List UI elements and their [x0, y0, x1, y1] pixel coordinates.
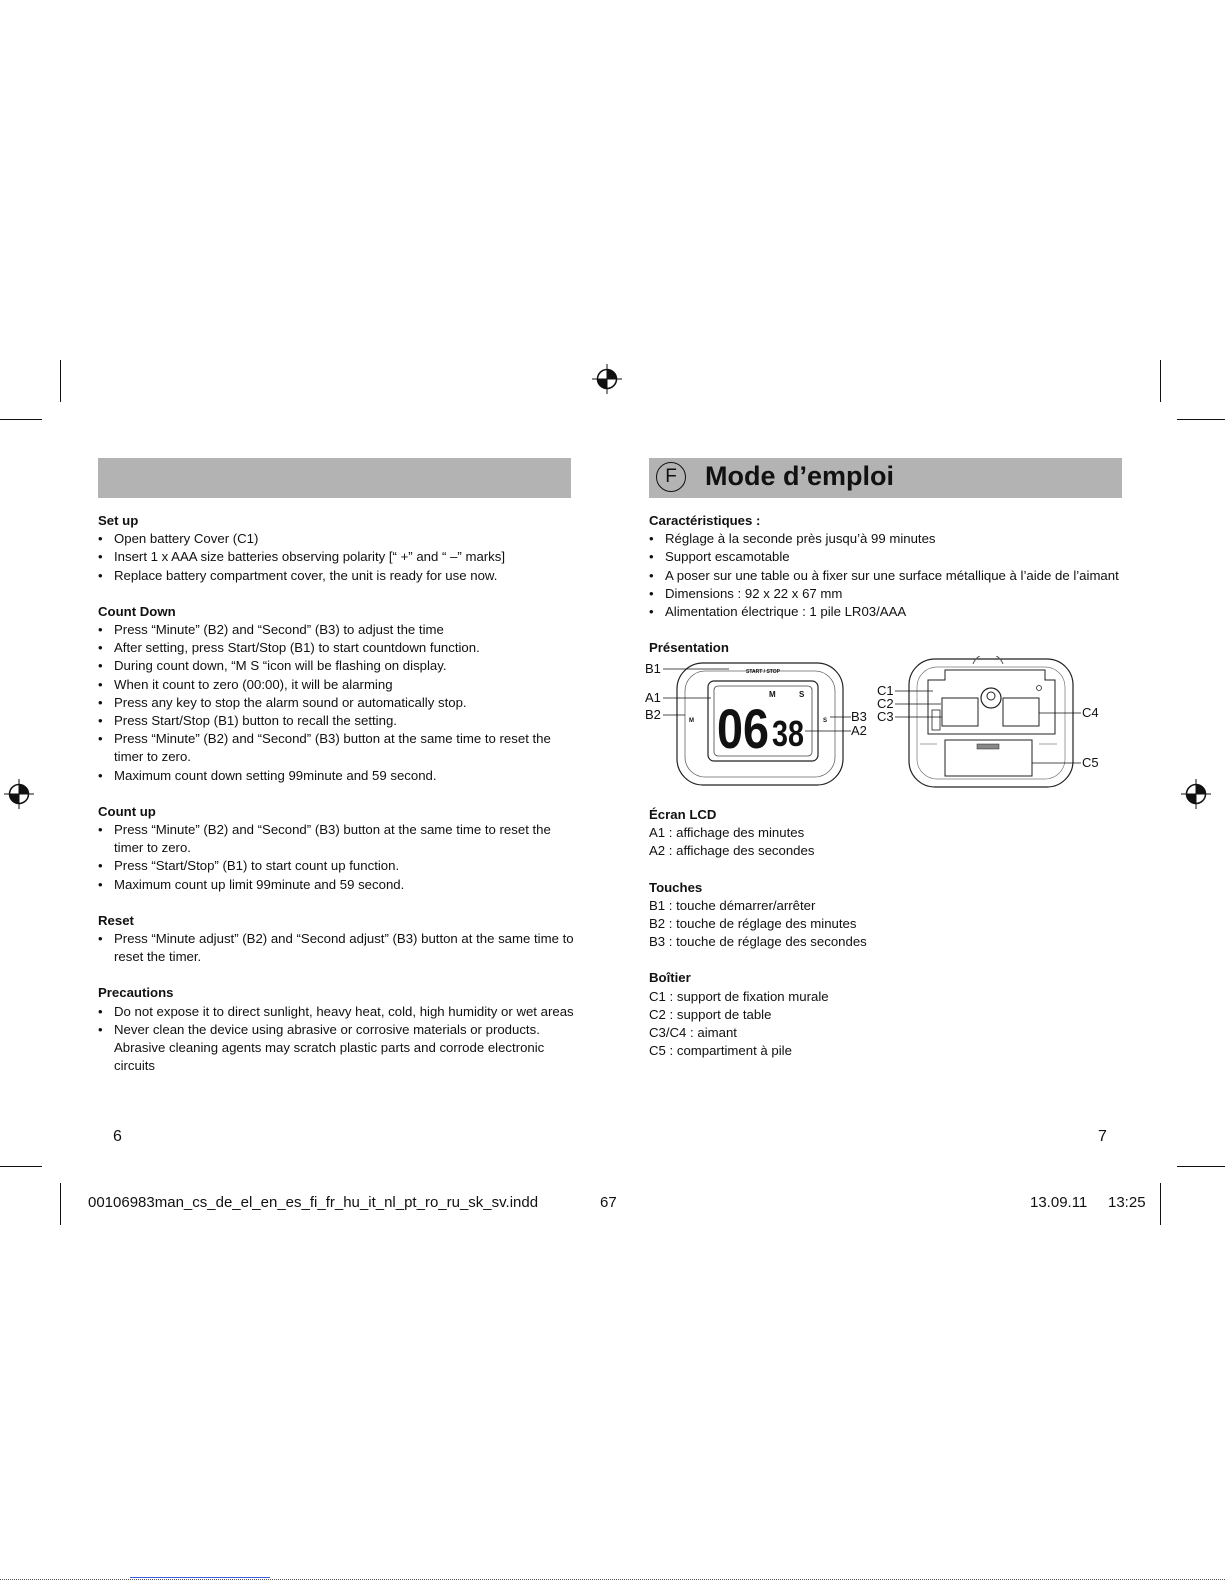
- callout-c1: C1: [877, 683, 894, 698]
- callout-c2: C2: [877, 696, 894, 711]
- lcd-m-label: M: [769, 690, 776, 699]
- list-item: • Press “Minute” (B2) and “Second” (B3) to adjust the time: [98, 621, 578, 639]
- lcd-heading: Écran LCD: [649, 807, 717, 822]
- list-item: • Replace battery compartment cover, the unit is ready for use now.: [98, 567, 578, 585]
- setup-list: [98, 530, 578, 585]
- list-item: • Maximum count down setting 99minute and 59 second.: [98, 767, 578, 785]
- left-header-bar: [98, 458, 571, 498]
- list-item: • When it count to zero (00:00), it will be alarming: [98, 676, 578, 694]
- callout-a1: A1: [645, 690, 661, 705]
- callout-a2: A2: [851, 723, 867, 738]
- page-number-left: 6: [113, 1128, 122, 1145]
- page-title: Mode d’emploi: [705, 461, 894, 491]
- callout-b2: B2: [645, 707, 661, 722]
- footer-date: 13.09.11: [1030, 1194, 1088, 1211]
- reset-heading: Reset: [98, 912, 134, 928]
- crop-mark: [1160, 1183, 1161, 1225]
- lcd-s-label: S: [799, 690, 805, 699]
- crop-mark: [1177, 419, 1225, 420]
- keys-heading: Touches: [649, 879, 703, 895]
- list-item: • Press Start/Stop (B1) button to recall the setting.: [98, 712, 578, 730]
- housing-line: C1 : support de fixation murale: [649, 988, 829, 1004]
- language-badge: F: [656, 462, 686, 492]
- list-item: • Press “Minute” (B2) and “Second” (B3) button at the same time to reset the timer to zero.: [98, 821, 578, 857]
- button-s-label: S: [823, 718, 828, 724]
- list-item: • A poser sur une table ou à fixer sur une surface métallique à l’aide de l’aimant: [649, 567, 1129, 585]
- crop-mark: [0, 1166, 42, 1167]
- registration-mark-icon: [4, 779, 34, 809]
- callout-c4: C4: [1082, 705, 1099, 720]
- list-item: • Insert 1 x AAA size batteries observing polarity [“ +” and “ –” marks]: [98, 548, 578, 566]
- list-item: • Alimentation électrique : 1 pile LR03/AAA: [649, 603, 1129, 621]
- list-item: • Open battery Cover (C1): [98, 530, 578, 548]
- countdown-list: [98, 621, 578, 785]
- list-item: • Maximum count up limit 99minute and 59 second.: [98, 876, 578, 894]
- list-item: • Press “Minute” (B2) and “Second” (B3) button at the same time to reset the timer to zero.: [98, 730, 578, 766]
- list-item: • Press any key to stop the alarm sound or automatically stop.: [98, 694, 578, 712]
- crop-mark: [1177, 1166, 1225, 1167]
- features-list: [649, 530, 1129, 621]
- bottom-link-rule: [130, 1577, 270, 1578]
- countdown-heading: Count Down: [98, 603, 176, 619]
- list-item: • Réglage à la seconde près jusqu’à 99 minutes: [649, 530, 1129, 548]
- callout-b3: B3: [851, 709, 867, 724]
- keys-line: B1 : touche démarrer/arrêter: [649, 897, 816, 913]
- countup-heading: Count up: [98, 803, 156, 819]
- features-heading: Caractéristiques :: [649, 513, 761, 528]
- precautions-heading: Precautions: [98, 985, 174, 1001]
- footer-page-ref: 67: [600, 1194, 617, 1211]
- precautions-list: [98, 1003, 578, 1076]
- list-item: • Do not expose it to direct sunlight, heavy heat, cold, high humidity or wet areas: [98, 1003, 578, 1021]
- list-item: • Press “Start/Stop” (B1) to start count up function.: [98, 857, 578, 875]
- start-stop-label: START / STOP: [746, 669, 780, 675]
- presentation-heading: Présentation: [649, 640, 729, 656]
- housing-line: C3/C4 : aimant: [649, 1025, 737, 1041]
- list-item: • Support escamotable: [649, 548, 1129, 566]
- registration-mark-icon: [1181, 779, 1211, 809]
- callout-c3: C3: [877, 709, 894, 724]
- list-item: • Dimensions : 92 x 22 x 67 mm: [649, 585, 1129, 603]
- housing-line: C2 : support de table: [649, 1006, 772, 1022]
- setup-heading: Set up: [98, 513, 139, 528]
- crop-mark: [0, 419, 42, 420]
- list-item: • Never clean the device using abrasive or corrosive materials or products. Abrasive cleaning agents may scratch plastic parts and corrode electronic circuits: [98, 1021, 578, 1076]
- lcd-seconds: 38: [772, 713, 804, 754]
- lcd-line: A1 : affichage des minutes: [649, 825, 805, 841]
- bottom-dotted-rule: [0, 1579, 1225, 1580]
- list-item: • Press “Minute adjust” (B2) and “Second adjust” (B3) button at the same time to reset the timer.: [98, 930, 578, 966]
- list-item: • After setting, press Start/Stop (B1) to start countdown function.: [98, 639, 578, 657]
- callout-c5: C5: [1082, 755, 1099, 770]
- right-lower-column: [649, 806, 1129, 1060]
- crop-mark: [1160, 360, 1161, 402]
- footer-filename: 00106983man_cs_de_el_en_es_fi_fr_hu_it_nl_pt_ro_ru_sk_sv.indd: [88, 1194, 539, 1211]
- keys-line: B2 : touche de réglage des minutes: [649, 916, 857, 932]
- footer-time: 13:25: [1108, 1194, 1146, 1211]
- crop-mark: [60, 360, 61, 402]
- features-section: [649, 512, 1129, 657]
- left-column: [98, 512, 578, 1075]
- keys-line: B3 : touche de réglage des secondes: [649, 934, 867, 950]
- page-number-right: 7: [1098, 1128, 1107, 1145]
- registration-mark-icon: [592, 364, 622, 394]
- lcd-line: A2 : affichage des secondes: [649, 843, 815, 859]
- lcd-minutes: 06: [717, 697, 769, 760]
- housing-line: C5 : compartiment à pile: [649, 1043, 792, 1059]
- crop-mark: [60, 1183, 61, 1225]
- reset-list: [98, 930, 578, 966]
- callout-b1: B1: [645, 661, 661, 676]
- housing-heading: Boîtier: [649, 970, 691, 986]
- device-diagram: [645, 656, 1125, 791]
- countup-list: [98, 821, 578, 894]
- button-m-label: M: [689, 718, 694, 724]
- list-item: • During count down, “M S “icon will be flashing on display.: [98, 657, 578, 675]
